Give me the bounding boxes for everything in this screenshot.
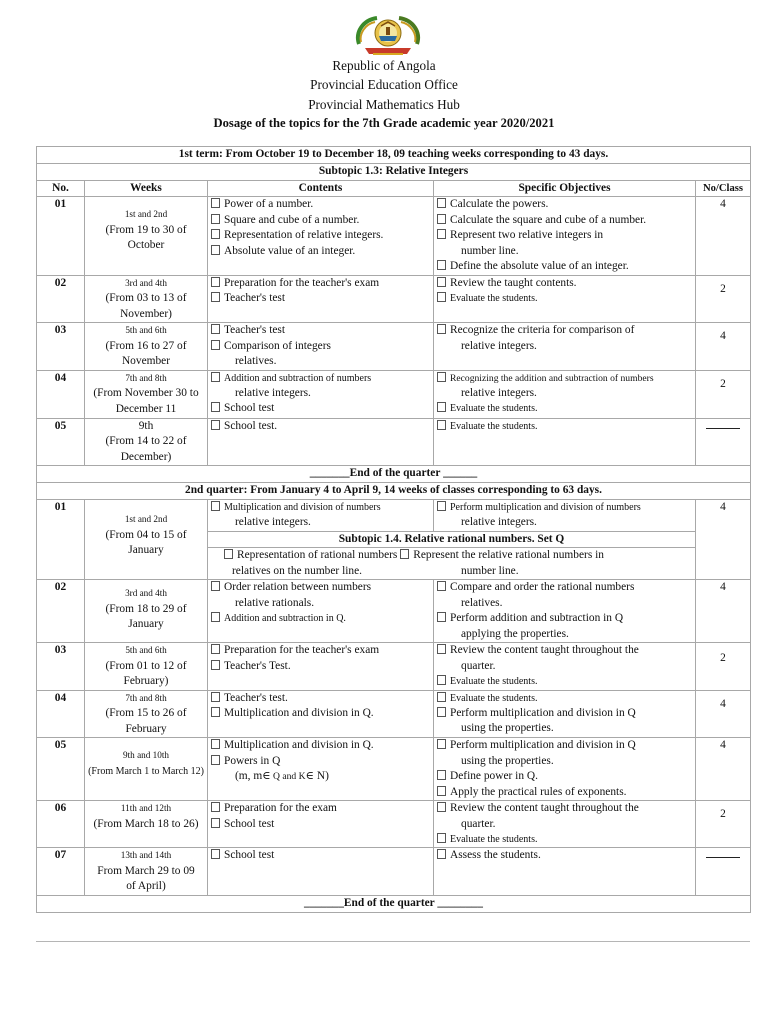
dash-placeholder	[706, 857, 740, 858]
row-contents: Preparation for the teacher's exam Teacher's Test.	[208, 643, 434, 691]
table-row	[37, 197, 751, 276]
row-objectives: Recognize the criteria for comparison of relative integers.	[434, 323, 696, 371]
row-objectives: Perform multiplication and division in Q using the properties. Define power in Q. Apply the practical rules of exponents.	[434, 738, 696, 801]
row-weeks: 1st and 2nd (From 04 to 15 of January	[85, 500, 208, 580]
row-class-count: 2	[696, 801, 751, 848]
row-number: 01	[37, 500, 85, 580]
table-row	[37, 801, 751, 848]
checkbox-icon	[437, 802, 446, 812]
table-row	[37, 500, 751, 532]
col-header-weeks: Weeks	[85, 180, 208, 197]
row-objectives: Evaluate the students. Perform multiplication and division in Q using the properties.	[434, 690, 696, 738]
document-header	[0, 56, 768, 132]
term1-subtopic: Subtopic 1.3: Relative Integers	[37, 163, 751, 180]
checkbox-icon	[400, 549, 409, 559]
checkbox-icon	[211, 420, 220, 430]
checkbox-icon	[437, 214, 446, 224]
checkbox-icon	[211, 340, 220, 350]
row-contents: Addition and subtraction of numbers relative integers. School test	[208, 370, 434, 418]
checkbox-icon	[437, 644, 446, 654]
row-objectives: Perform multiplication and division of numbers relative integers.	[434, 500, 696, 532]
table-row	[37, 323, 751, 371]
checkbox-icon	[211, 849, 220, 859]
checkbox-icon	[437, 277, 446, 287]
checkbox-icon	[437, 707, 446, 717]
row-contents: Preparation for the exam School test	[208, 801, 434, 848]
checkbox-icon	[437, 612, 446, 622]
table-row	[37, 690, 751, 738]
checkbox-icon	[437, 501, 446, 511]
checkbox-icon	[437, 849, 446, 859]
row-contents: Teacher's test Comparison of integers relatives.	[208, 323, 434, 371]
checkbox-icon	[211, 501, 220, 511]
row-number: 07	[37, 848, 85, 896]
checkbox-icon	[211, 802, 220, 812]
row-class-count: 4	[696, 580, 751, 643]
checkbox-icon	[211, 292, 220, 302]
row-contents: School test.	[208, 418, 434, 466]
checkbox-icon	[211, 277, 220, 287]
row-contents: Order relation between numbers relative rationals. Addition and subtraction in Q.	[208, 580, 434, 643]
row-class-count: 2	[696, 643, 751, 691]
checkbox-icon	[211, 324, 220, 334]
row-class-count	[696, 848, 751, 896]
checkbox-icon	[211, 198, 220, 208]
table-row	[37, 370, 751, 418]
header-country: Republic of Angola	[332, 58, 436, 73]
checkbox-icon	[224, 549, 233, 559]
table-row	[37, 848, 751, 896]
checkbox-icon	[437, 692, 446, 702]
checkbox-icon	[437, 770, 446, 780]
checkbox-icon	[211, 214, 220, 224]
row-contents: School test	[208, 848, 434, 896]
row-contents: Multiplication and division in Q. Powers in Q (m, m∈ Q and K∈ N)	[208, 738, 434, 801]
row-objectives: Review the taught contents. Evaluate the students.	[434, 275, 696, 323]
row-number: 02	[37, 580, 85, 643]
checkbox-icon	[211, 581, 220, 591]
checkbox-icon	[211, 692, 220, 702]
checkbox-icon	[437, 420, 446, 430]
row-class-count: 2	[696, 275, 751, 323]
row-weeks: 9th and 10th (From March 1 to March 12)	[85, 738, 208, 801]
table-row	[37, 418, 751, 466]
row-number: 03	[37, 643, 85, 691]
dash-placeholder	[706, 428, 740, 429]
checkbox-icon	[211, 245, 220, 255]
checkbox-icon	[437, 402, 446, 412]
col-header-contents: Contents	[208, 180, 434, 197]
checkbox-icon	[437, 260, 446, 270]
row-weeks: 9th (From 14 to 22 of December)	[85, 418, 208, 466]
checkbox-icon	[437, 324, 446, 334]
col-header-no: No.	[37, 180, 85, 197]
checkbox-icon	[437, 198, 446, 208]
checkbox-icon	[437, 292, 446, 302]
row-weeks: 1st and 2nd (From 19 to 30 of October	[85, 197, 208, 276]
checkbox-icon	[211, 402, 220, 412]
table-row	[37, 580, 751, 643]
row-contents: Preparation for the teacher's exam Teacher's test	[208, 275, 434, 323]
row-contents: Multiplication and division of numbers relative integers.	[208, 500, 434, 532]
row-representation: Representation of rational numbers Represent the relative rational numbers in relatives on the number line. number line.	[208, 548, 696, 580]
table-header-row	[37, 180, 751, 197]
row-objectives: Review the content taught throughout the quarter. Evaluate the students.	[434, 801, 696, 848]
dosage-table	[36, 146, 751, 913]
row-weeks: 7th and 8th (From 15 to 26 of February	[85, 690, 208, 738]
row-class-count	[696, 418, 751, 466]
row-number: 04	[37, 370, 85, 418]
checkbox-icon	[211, 707, 220, 717]
row-number: 06	[37, 801, 85, 848]
row-class-count: 4	[696, 500, 751, 580]
row-class-count: 4	[696, 323, 751, 371]
checkbox-icon	[211, 818, 220, 828]
checkbox-icon	[437, 675, 446, 685]
row-objectives: Recognizing the addition and subtraction of numbers relative integers. Evaluate the students.	[434, 370, 696, 418]
term2-end-marker: _______End of the quarter ________	[37, 895, 751, 912]
row-class-count: 4	[696, 738, 751, 801]
checkbox-icon	[211, 660, 220, 670]
row-objectives: Evaluate the students.	[434, 418, 696, 466]
row-contents: Teacher's test. Multiplication and division in Q.	[208, 690, 434, 738]
angola-coat-of-arms-emblem	[351, 14, 425, 58]
checkbox-icon	[437, 739, 446, 749]
checkbox-icon	[211, 644, 220, 654]
checkbox-icon	[437, 372, 446, 382]
checkbox-icon	[211, 739, 220, 749]
row-weeks: 5th and 6th (From 01 to 12 of February)	[85, 643, 208, 691]
table-row	[37, 275, 751, 323]
row-number: 03	[37, 323, 85, 371]
row-class-count: 4	[696, 690, 751, 738]
row-class-count: 4	[696, 197, 751, 276]
header-hub: Provincial Mathematics Hub	[308, 97, 460, 112]
row-weeks: 3rd and 4th (From 18 to 29 of January	[85, 580, 208, 643]
document-title: Dosage of the topics for the 7th Grade academic year 2020/2021	[213, 116, 555, 130]
col-header-objectives: Specific Objectives	[434, 180, 696, 197]
term2-subtopic: Subtopic 1.4. Relative rational numbers. Set Q	[208, 531, 696, 548]
checkbox-icon	[437, 833, 446, 843]
term1-end-marker: _______End of the quarter ______	[37, 466, 751, 483]
page-footer-rule	[36, 941, 750, 942]
row-number: 05	[37, 418, 85, 466]
row-weeks: 7th and 8th (From November 30 to December 11	[85, 370, 208, 418]
row-objectives: Review the content taught throughout the quarter. Evaluate the students.	[434, 643, 696, 691]
header-office: Provincial Education Office	[310, 77, 458, 92]
checkbox-icon	[437, 581, 446, 591]
row-number: 05	[37, 738, 85, 801]
term1-banner: 1st term: From October 19 to December 18, 09 teaching weeks corresponding to 43 days.	[37, 147, 751, 164]
row-number: 02	[37, 275, 85, 323]
row-number: 04	[37, 690, 85, 738]
checkbox-icon	[437, 786, 446, 796]
checkbox-icon	[211, 372, 220, 382]
row-objectives: Assess the students.	[434, 848, 696, 896]
row-objectives: Compare and order the rational numbers relatives. Perform addition and subtraction in Q applying the properties.	[434, 580, 696, 643]
row-class-count: 2	[696, 370, 751, 418]
row-weeks: 5th and 6th (From 16 to 27 of November	[85, 323, 208, 371]
checkbox-icon	[211, 612, 220, 622]
term2-banner: 2nd quarter: From January 4 to April 9, 14 weeks of classes corresponding to 63 days.	[37, 483, 751, 500]
checkbox-icon	[211, 229, 220, 239]
checkbox-icon	[211, 755, 220, 765]
table-row	[37, 738, 751, 801]
row-weeks: 3rd and 4th (From 03 to 13 of November)	[85, 275, 208, 323]
table-row	[37, 643, 751, 691]
row-number: 01	[37, 197, 85, 276]
checkbox-icon	[437, 229, 446, 239]
row-contents: Power of a number. Square and cube of a number. Representation of relative integers. Absolute value of an integer.	[208, 197, 434, 276]
row-weeks: 13th and 14th From March 29 to 09 of April)	[85, 848, 208, 896]
row-weeks: 11th and 12th (From March 18 to 26)	[85, 801, 208, 848]
col-header-class: No/Class	[696, 180, 751, 197]
row-objectives: Calculate the powers. Calculate the square and cube of a number. Represent two relative integers in number line. Define the absolute value of an integer.	[434, 197, 696, 276]
